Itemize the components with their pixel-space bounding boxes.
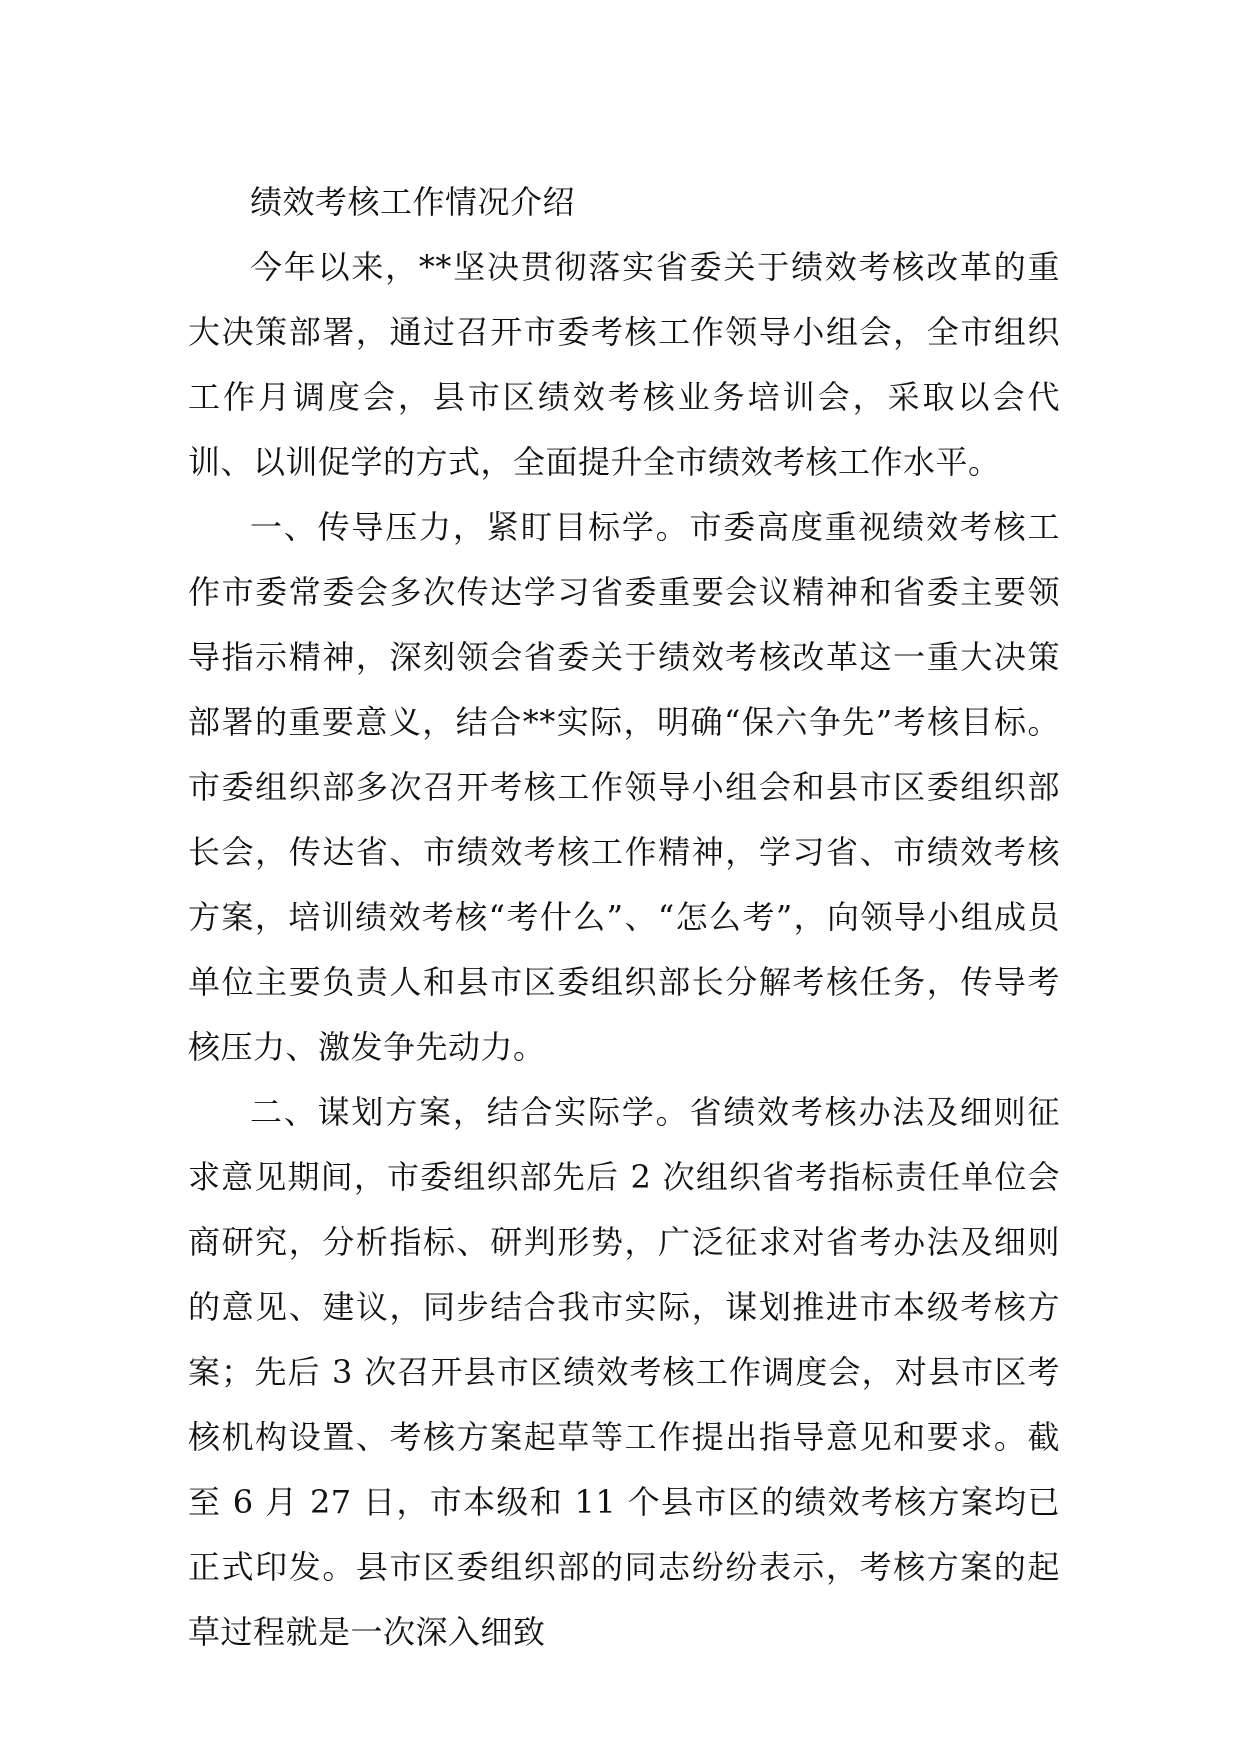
paragraph-section-one: 一、传导压力，紧盯目标学。市委高度重视绩效考核工作市委常委会多次传达学习省委重要会议精神和省委主要领导指示精神，深刻领会省委关于绩效考核改革这一重大决策部署的重要意义，结合**实际，明确“保六争先”考核目标。市委组织部多次召开考核工作领导小组会和县市区委组织部长会，传达省、市绩效考核工作精神，学习省、市绩效考核方案，培训绩效考核“考什么”、“怎么考”，向领导小组成员单位主要负责人和县市区委组织部长分解考核任务，传导考核压力、激发争先动力。 — [188, 508, 1060, 1066]
paragraph-intro: 今年以来，**坚决贯彻落实省委关于绩效考核改革的重大决策部署，通过召开市委考核工作领导小组会，全市组织工作月调度会，县市区绩效考核业务培训会，采取以会代训、以训促学的方式，全面提升全市绩效考核工作水平。 — [188, 248, 1060, 481]
document-title: 绩效考核工作情况介绍 — [250, 183, 576, 221]
paragraph-section-two: 二、谋划方案，结合实际学。省绩效考核办法及细则征求意见期间，市委组织部先后 2 次组织省考指标责任单位会商研究，分析指标、研判形势，广泛征求对省考办法及细则的意见、建议，同步结合我市实际，谋划推进市本级考核方案；先后 3 次召开县市区绩效考核工作调度会，对县市区考核机构设置、考核方案起草等工作提出指导意见和要求。截至 6 月 27 日，市本级和 11 个县市区的绩效考核方案均已正式印发。县市区委组织部的同志纷纷表示，考核方案的起草过程就是一次深入细致 — [188, 1093, 1060, 1651]
document-body — [188, 170, 1060, 1665]
